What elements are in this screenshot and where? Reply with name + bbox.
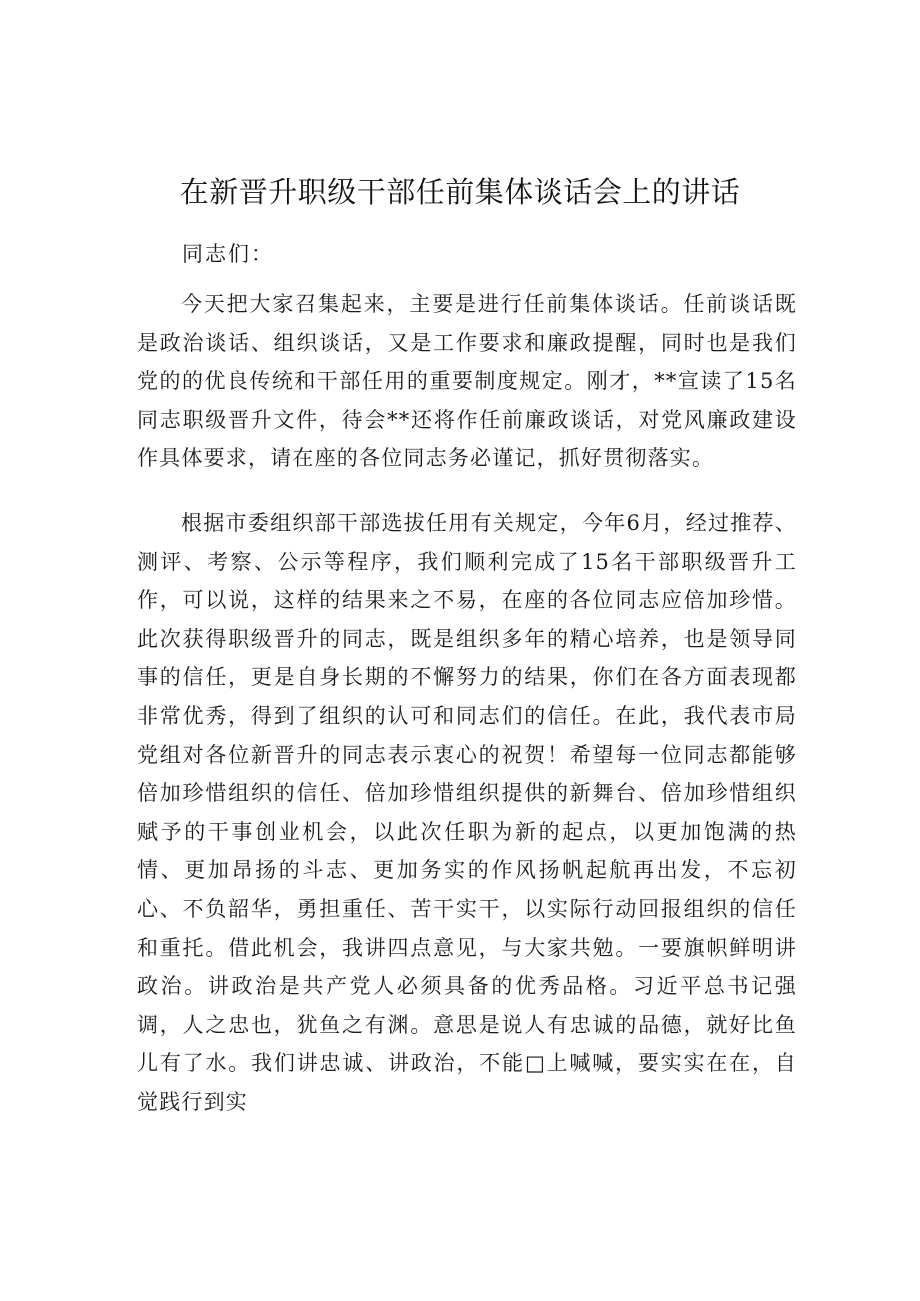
- document-title: 在新晋升职级干部任前集体谈话会上的讲话: [179, 175, 741, 209]
- paragraph-2: 根据市委组织部干部选拔任用有关规定，今年6月，经过推荐、测评、考察、公示等程序，我们顺利完成了15名干部职级晋升工作，可以说，这样的结果来之不易，在座的各位同志应倍加珍惜。此次获得职级晋升的同志，既是组织多年的精心培养，也是领导同事的信任，更是自身长期的不懈努力的结果，你们在各方面表现都非常优秀，得到了组织的认可和同志们的信任。在此，我代表市局党组对各位新晋升的同志表示衷心的祝贺！希望每一位同志都能够倍加珍惜组织的信任、倍加珍惜组织提供的新舞台、倍加珍惜组织赋予的干事创业机会，以此次任职为新的起点，以更加饱满的热情、更加昂扬的斗志、更加务实的作风扬帆起航再出发，不忘初心、不负韶华，勇担重任、苦干实干，以实际行动回报组织的信任和重托。借此机会，我讲四点意见，与大家共勉。一要旗帜鲜明讲政治。讲政治是共产党人必须具备的优秀品格。习近平总书记强调，人之忠也，犹鱼之有渊。意思是说人有忠诚的品德，就好比鱼儿有了水。我们讲忠诚、讲政治，不能□上喊喊，要实实在在，自觉践行到实: [137, 511, 797, 1114]
- paragraph-1: 今天把大家召集起来，主要是进行任前集体谈话。任前谈话既是政治谈话、组织谈话，又是工作要求和廉政提醒，同时也是我们党的的优良传统和干部任用的重要制度规定。刚才，**宣读了15名同志职级晋升文件，待会**还将作任前廉政谈话，对党风廉政建设作具体要求，请在座的各位同志务必谨记，抓好贯彻落实。: [137, 292, 797, 471]
- salutation: 同志们：: [182, 242, 274, 266]
